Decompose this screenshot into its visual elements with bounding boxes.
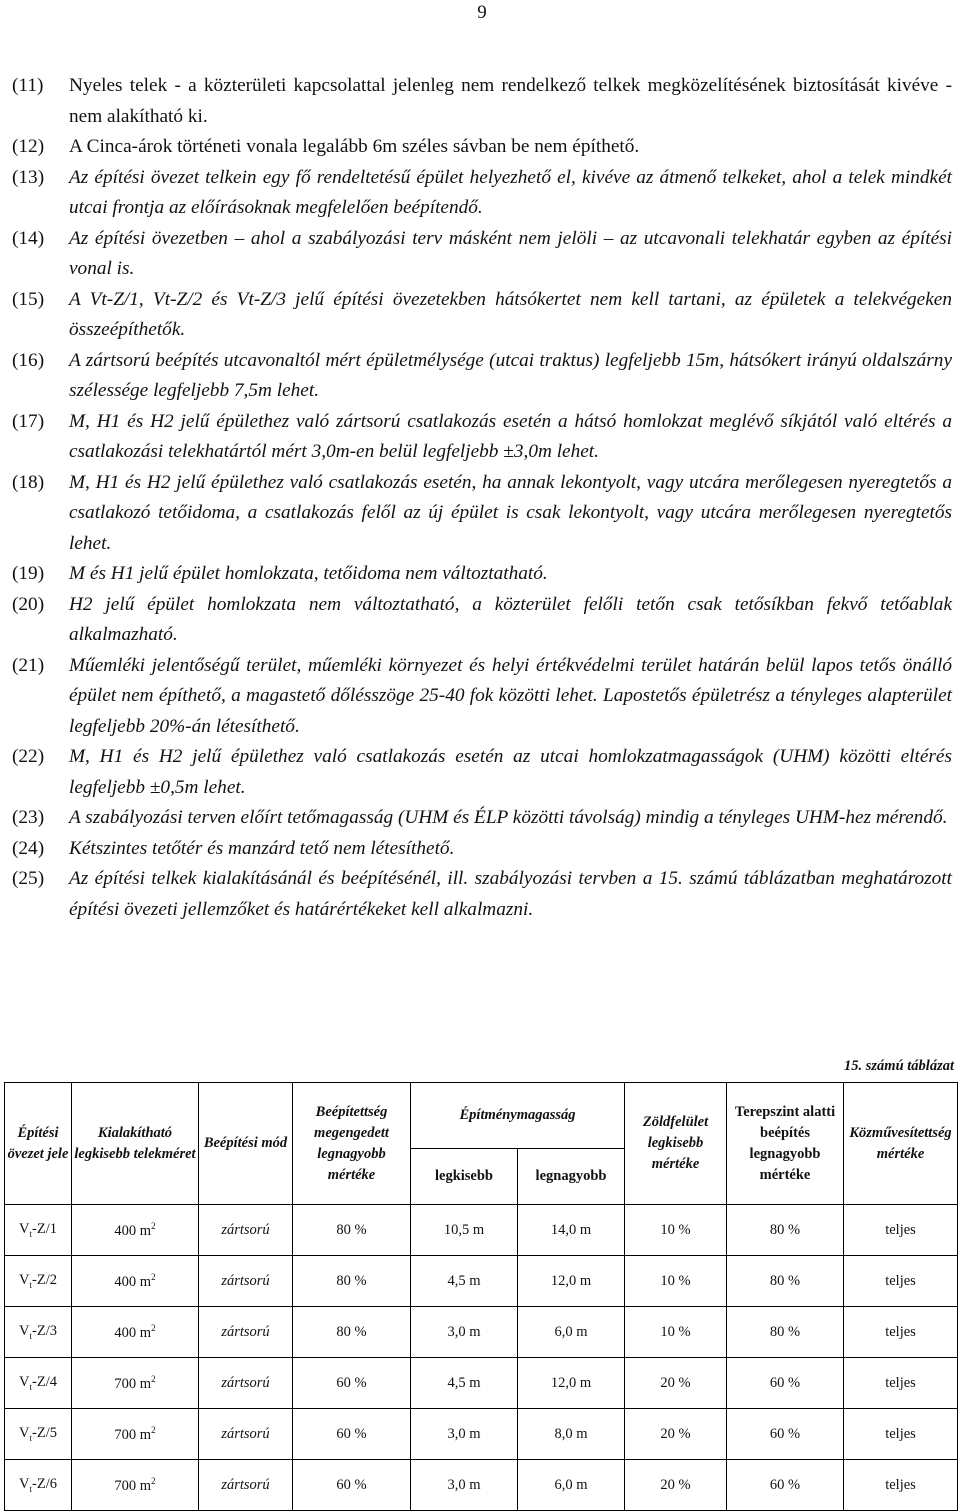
item-text: Kétszintes tetőtér és manzárd tető nem létesíthető.: [69, 837, 455, 859]
cell-build-mode: zártsorú: [199, 1256, 293, 1307]
cell-utilities: teljes: [844, 1256, 958, 1307]
cell-build-mode: zártsorú: [199, 1460, 293, 1511]
header-height-max: legnagyobb: [518, 1149, 625, 1205]
list-item: [12, 590, 952, 651]
list-item: [12, 224, 952, 285]
cell-utilities: teljes: [844, 1307, 958, 1358]
cell-green-area: 10 %: [625, 1307, 727, 1358]
cell-height-max: 12,0 m: [518, 1256, 625, 1307]
item-text: M, H1 és H2 jelű épülethez való csatlakozás esetén az utcai homlokzatmagasságok (UHM) közötti eltérés legfeljebb ±0,5m lehet.: [69, 746, 952, 798]
item-text: Nyeles telek - a közterületi kapcsolattal jelenleg nem rendelkező telkek megközelítésének biztosítását kivéve - nem alakítható ki.: [69, 75, 952, 127]
cell-coverage: 80 %: [293, 1205, 411, 1256]
cell-underground: 80 %: [727, 1307, 844, 1358]
cell-lot-size: 700 $m^2$: [72, 1358, 199, 1409]
header-lot-size: Kialakítható legkisebb telekméret: [72, 1083, 199, 1205]
item-number: (11): [12, 75, 44, 96]
item-number: (24): [12, 837, 45, 859]
cell-utilities: teljes: [844, 1460, 958, 1511]
list-item: [12, 651, 952, 743]
cell-underground: 80 %: [727, 1205, 844, 1256]
item-number: (25): [12, 868, 45, 889]
cell-height-min: 3,0 m: [411, 1307, 518, 1358]
list-item: [12, 346, 952, 407]
item-number: (23): [12, 807, 45, 828]
item-text: A Vt-Z/1, Vt-Z/2 és Vt-Z/3 jelű építési övezetekben hátsókertet nem kell tartani, az épületek a telekvégeken összeépíthetők.: [69, 288, 952, 340]
item-number: (17): [12, 410, 45, 432]
item-text: M, H1 és H2 jelű épülethez való zártsorú csatlakozás esetén a hátsó homlokzat meglévő síkjától való eltérés a csatlakozási telekhatártól mért 3,0m-en belül legfeljebb ±3,0m lehet.: [69, 410, 952, 462]
table-row: [5, 1460, 958, 1511]
item-text: A szabályozási terven előírt tetőmagasság (UHM és ÉLP közötti távolság) mindig a tényleges UHM-hez mérendő.: [69, 807, 948, 828]
cell-coverage: 80 %: [293, 1256, 411, 1307]
item-number: (19): [12, 563, 45, 584]
cell-coverage: 60 %: [293, 1358, 411, 1409]
header-utilities: Közművesítettség mértéke: [844, 1083, 958, 1205]
cell-lot-size: 700 $m^2$: [72, 1460, 199, 1511]
cell-zone: $V_t-Z/5$: [5, 1409, 72, 1460]
table-row: [5, 1307, 958, 1358]
header-building-height: Építménymagasság: [411, 1083, 625, 1149]
list-item: [12, 407, 952, 468]
cell-height-min: 3,0 m: [411, 1460, 518, 1511]
item-text: A Cinca-árok történeti vonala legalább 6m széles sávban be nem építhető.: [69, 136, 640, 157]
list-item: [12, 468, 952, 560]
cell-green-area: 20 %: [625, 1460, 727, 1511]
cell-build-mode: zártsorú: [199, 1205, 293, 1256]
cell-height-max: 8,0 m: [518, 1409, 625, 1460]
cell-underground: 60 %: [727, 1358, 844, 1409]
list-item: [12, 559, 952, 590]
cell-green-area: 10 %: [625, 1256, 727, 1307]
cell-height-max: 14,0 m: [518, 1205, 625, 1256]
cell-lot-size: 400 $m^2$: [72, 1307, 199, 1358]
cell-build-mode: zártsorú: [199, 1307, 293, 1358]
cell-build-mode: zártsorú: [199, 1358, 293, 1409]
item-number: (20): [12, 593, 45, 615]
header-height-min: legkisebb: [411, 1149, 518, 1205]
header-underground: Terepszint alatti beépítés legnagyobb mértéke: [727, 1083, 844, 1205]
cell-build-mode: zártsorú: [199, 1409, 293, 1460]
list-item: [12, 742, 952, 803]
cell-height-min: 4,5 m: [411, 1358, 518, 1409]
list-item: [12, 132, 952, 163]
item-text: M, H1 és H2 jelű épülethez való csatlakozás esetén, ha annak lekontyolt, vagy utcára merőlegesen nyeregtetős a csatlakozó tetőidoma, a csatlakozás felől az új épület is csak lekontyolt, vagy utcára merőlegesen nyeregtetős lehet.: [69, 471, 952, 554]
header-coverage: Beépítettség megengedett legnagyobb mértéke: [293, 1083, 411, 1205]
header-green-area: Zöldfelület legkisebb mértéke: [625, 1083, 727, 1205]
cell-green-area: 10 %: [625, 1205, 727, 1256]
cell-utilities: teljes: [844, 1409, 958, 1460]
cell-utilities: teljes: [844, 1205, 958, 1256]
item-number: (22): [12, 746, 45, 767]
item-text: Műemléki jelentőségű terület, műemléki környezet és helyi értékvédelmi terület határán belül lapos tetős önálló épület nem építhető, a magastető dőlésszöge 25-40 fok közötti lehet. Lapostetős épületrész a tényleges alapterület legfeljebb 20%-án létesíthető.: [69, 654, 952, 737]
cell-height-min: 4,5 m: [411, 1256, 518, 1307]
cell-underground: 60 %: [727, 1460, 844, 1511]
item-number: (13): [12, 166, 45, 188]
cell-lot-size: 700 $m^2$: [72, 1409, 199, 1460]
table-row: [5, 1205, 958, 1256]
list-item: [12, 285, 952, 346]
cell-lot-size: 400 $m^2$: [72, 1205, 199, 1256]
item-text: M és H1 jelű épület homlokzata, tetőidoma nem változtatható.: [69, 563, 548, 584]
item-number: (18): [12, 471, 45, 493]
item-number: (15): [12, 288, 45, 310]
cell-zone: $V_t-Z/1$: [5, 1205, 72, 1256]
list-item: [12, 834, 952, 865]
item-text: H2 jelű épület homlokzata nem változtatható, a közterület felőli tetőn csak tetősíkban fekvő tetőablak alkalmazható.: [69, 593, 952, 645]
cell-underground: 80 %: [727, 1256, 844, 1307]
table-row: [5, 1409, 958, 1460]
item-text: Az építési telkek kialakításánál és beépítésénél, ill. szabályozási tervben a 15. számú táblázatban meghatározott építési övezeti jellemzőket és határértékeket kell alkalmazni.: [69, 868, 952, 920]
cell-height-min: 3,0 m: [411, 1409, 518, 1460]
header-build-mode: Beépítési mód: [199, 1083, 293, 1205]
header-zone: Építési övezet jele: [5, 1083, 72, 1205]
item-number: (12): [12, 136, 45, 157]
table-row: [5, 1358, 958, 1409]
regulation-list: [12, 71, 952, 925]
page-number: 9: [477, 2, 487, 23]
cell-green-area: 20 %: [625, 1409, 727, 1460]
item-text: Az építési övezet telkein egy fő rendeltetésű épület helyezhető el, kivéve az átmenő telkeket, ahol a telek mindkét utcai frontja az előírásoknak megfelelően beépítendő.: [69, 166, 952, 218]
cell-utilities: teljes: [844, 1358, 958, 1409]
cell-zone: $V_t-Z/2$: [5, 1256, 72, 1307]
list-item: [12, 803, 952, 834]
table-row: [5, 1256, 958, 1307]
item-number: (14): [12, 227, 45, 249]
cell-coverage: 60 %: [293, 1460, 411, 1511]
cell-height-max: 12,0 m: [518, 1358, 625, 1409]
cell-coverage: 80 %: [293, 1307, 411, 1358]
list-item: [12, 163, 952, 224]
item-number: (21): [12, 654, 45, 676]
cell-underground: 60 %: [727, 1409, 844, 1460]
cell-height-max: 6,0 m: [518, 1460, 625, 1511]
table-caption: 15. számú táblázat: [844, 1058, 954, 1074]
cell-coverage: 60 %: [293, 1409, 411, 1460]
cell-zone: $V_t-Z/6$: [5, 1460, 72, 1511]
cell-lot-size: 400 $m^2$: [72, 1256, 199, 1307]
item-text: A zártsorú beépítés utcavonaltól mért épületmélysége (utcai traktus) legfeljebb 15m, hátsókert irányú oldalszárny szélessége legfeljebb 7,5m lehet.: [69, 349, 952, 401]
zone-parameters-table: [4, 1082, 958, 1511]
cell-zone: $V_t-Z/4$: [5, 1358, 72, 1409]
cell-height-max: 6,0 m: [518, 1307, 625, 1358]
cell-zone: $V_t-Z/3$: [5, 1307, 72, 1358]
cell-green-area: 20 %: [625, 1358, 727, 1409]
list-item: [12, 864, 952, 925]
item-number: (16): [12, 349, 45, 371]
item-text: Az építési övezetben – ahol a szabályozási terv másként nem jelöli – az utcavonali telekhatár egyben az építési vonal is.: [69, 227, 952, 279]
cell-height-min: 10,5 m: [411, 1205, 518, 1256]
list-item: [12, 71, 952, 132]
